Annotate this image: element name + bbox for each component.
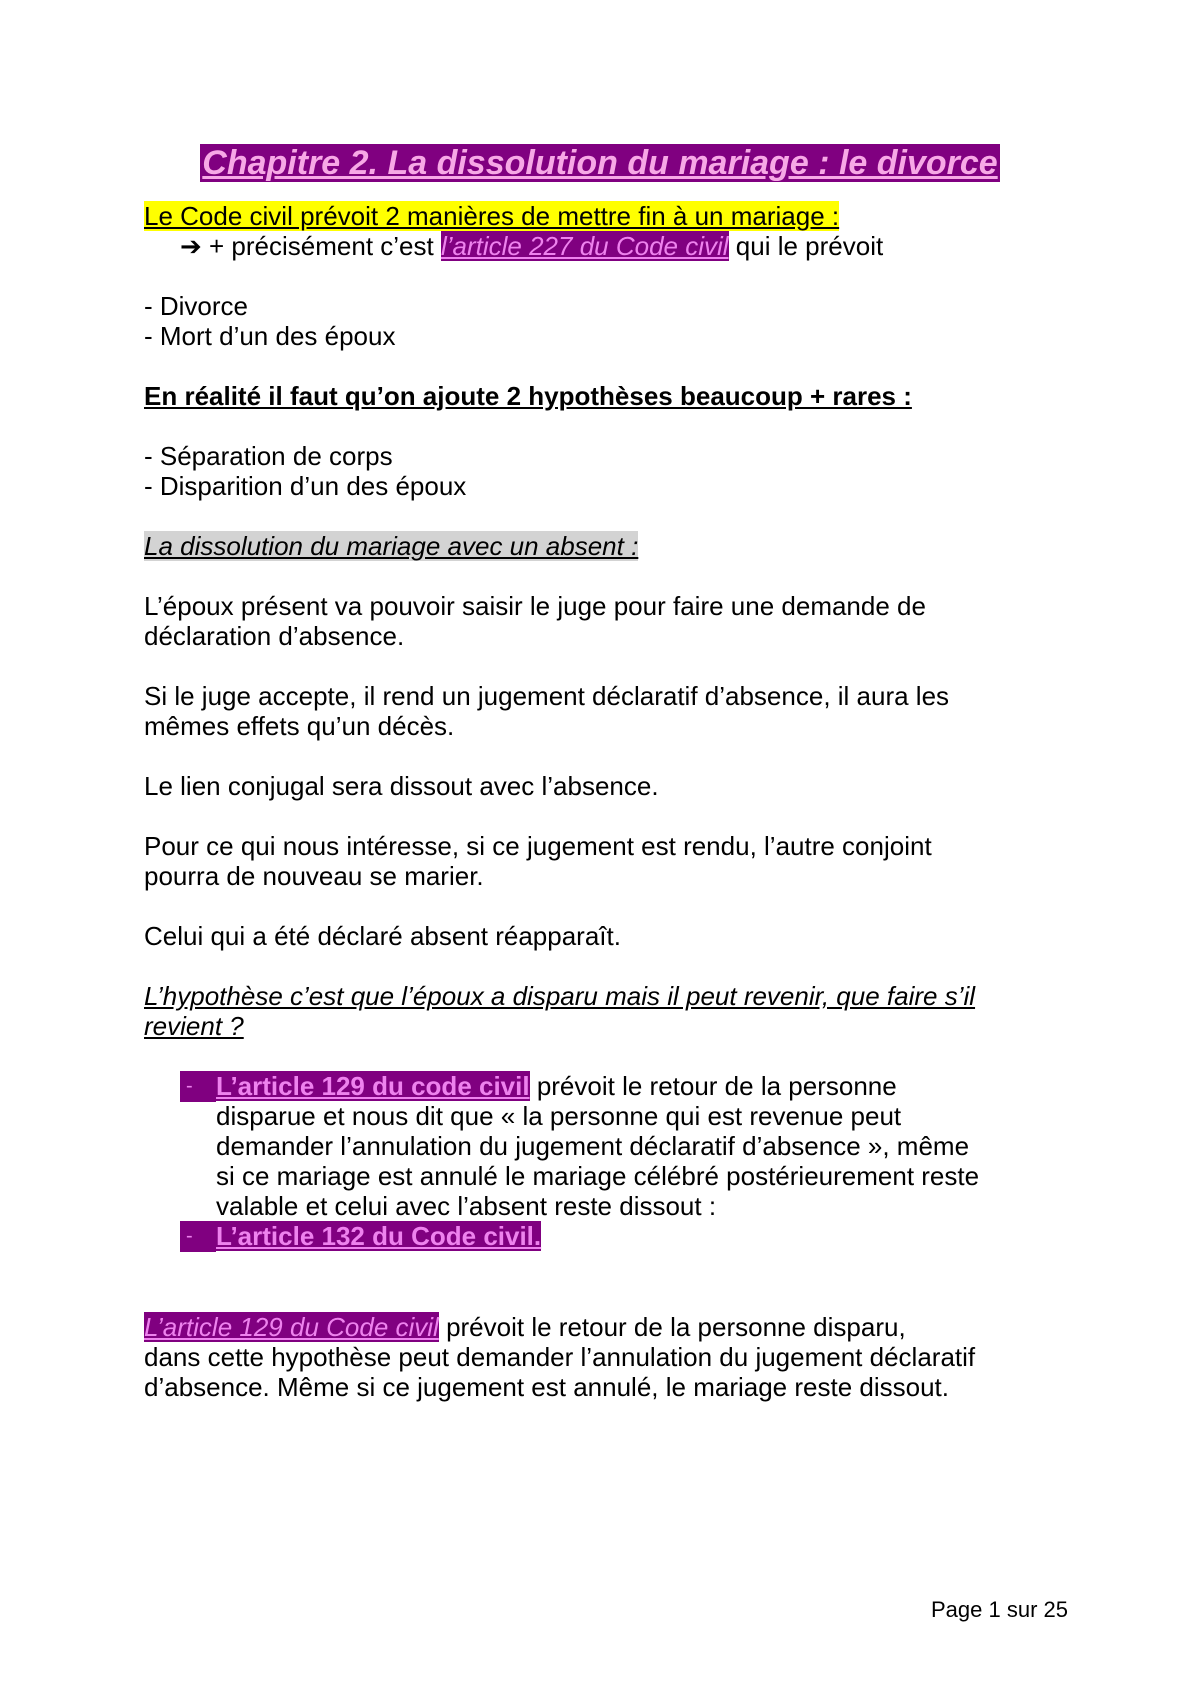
paragraph-line: dans cette hypothèse peut demander l’annulation du jugement déclaratif [144, 1342, 976, 1372]
paragraph-line: pourra de nouveau se marier. [144, 861, 484, 891]
article-132-ref: L’article 132 du Code civil. [216, 1221, 542, 1251]
paragraph-line: Celui qui a été déclaré absent réapparaît. [144, 921, 621, 951]
list-item: - Divorce [144, 291, 249, 321]
article-129-ref: L’article 129 du code civil [216, 1071, 530, 1101]
bullet-line: si ce mariage est annulé le mariage célébré postérieurement reste [216, 1161, 980, 1191]
list-item: - Mort d’un des époux [144, 321, 396, 351]
paragraph-line: déclaration d’absence. [144, 621, 405, 651]
paragraph-line: Pour ce qui nous intéresse, si ce jugement est rendu, l’autre conjoint [144, 831, 932, 861]
bullet-line: L’article 129 du code civil prévoit le retour de la personne [216, 1071, 897, 1101]
paragraph-line: Le lien conjugal sera dissout avec l’absence. [144, 771, 659, 801]
list-item: - Disparition d’un des époux [144, 471, 467, 501]
article-129-ref: L’article 129 du Code civil [144, 1312, 439, 1342]
question-line: L’hypothèse c’est que l’époux a disparu mais il peut revenir, que faire s’il [144, 981, 976, 1011]
arrow-line: ➔ + précisément c’est l’article 227 du Code civil qui le prévoit [180, 231, 884, 261]
list-item: - Séparation de corps [144, 441, 393, 471]
bullet-line: valable et celui avec l’absent reste dissout : [216, 1191, 717, 1221]
bullet-dash: - [180, 1221, 216, 1252]
paragraph-line: Si le juge accepte, il rend un jugement déclaratif d’absence, il aura les [144, 681, 950, 711]
paragraph-line: L’article 129 du Code civil prévoit le retour de la personne disparu, [144, 1312, 906, 1342]
bullet-line: disparue et nous dit que « la personne qui est revenue peut [216, 1101, 902, 1131]
bullet-line: demander l’annulation du jugement déclaratif d’absence », même [216, 1131, 970, 1161]
section-heading: En réalité il faut qu’on ajoute 2 hypothèses beaucoup + rares : [144, 381, 912, 411]
subsection-heading: La dissolution du mariage avec un absent : [144, 531, 639, 561]
page-number: Page 1 sur 25 [930, 1597, 1068, 1622]
page-title: Chapitre 2. La dissolution du mariage : le divorce [202, 144, 998, 182]
paragraph-line: L’époux présent va pouvoir saisir le juge pour faire une demande de [144, 591, 926, 621]
question-line: revient ? [144, 1011, 244, 1041]
bullet-dash: - [180, 1071, 216, 1102]
article-227-ref: l’article 227 du Code civil [440, 231, 729, 261]
arrow-right-icon: ➔ [180, 231, 202, 261]
paragraph-line: mêmes effets qu’un décès. [144, 711, 455, 741]
intro-line: Le Code civil prévoit 2 manières de mettre fin à un mariage : [144, 201, 840, 231]
bullet-line [216, 1220, 541, 1253]
paragraph-line: d’absence. Même si ce jugement est annulé, le mariage reste dissout. [144, 1372, 949, 1402]
